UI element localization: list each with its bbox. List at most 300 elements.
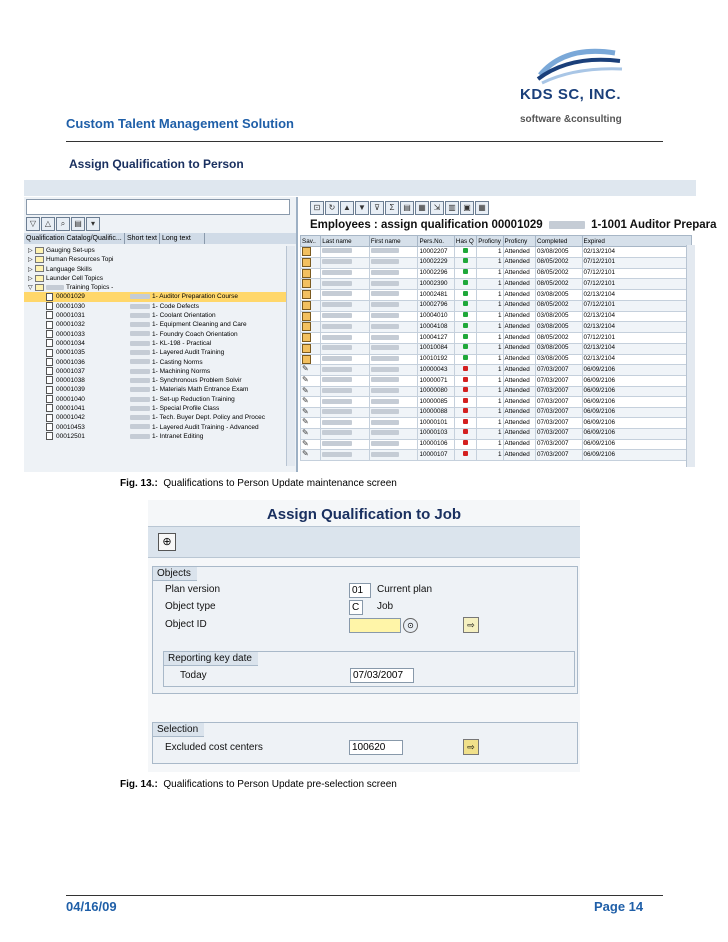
tree-item[interactable] bbox=[24, 320, 286, 329]
redacted-text bbox=[322, 452, 352, 457]
redacted-text bbox=[371, 441, 399, 446]
save-icon[interactable]: ▣ bbox=[460, 201, 474, 215]
qualification-text: 1- Intranet Editing bbox=[152, 432, 204, 440]
status-lamp-icon bbox=[463, 258, 468, 263]
qualification-text: 1- Tech. Buyer Dept. Policy and Procec bbox=[152, 414, 265, 422]
tree-item[interactable] bbox=[24, 358, 286, 367]
refresh-icon[interactable]: ↻ bbox=[325, 201, 339, 215]
first-name-cell bbox=[369, 333, 418, 344]
redacted-text bbox=[130, 397, 150, 402]
proficiency-cell: 1 bbox=[477, 333, 503, 344]
proficiency-cell: 1 bbox=[477, 268, 503, 279]
last-name-cell bbox=[321, 257, 370, 268]
folder-icon bbox=[35, 265, 44, 272]
has-qualification-cell bbox=[454, 300, 476, 311]
proficiency-text-cell: Attended bbox=[503, 333, 535, 344]
pers-no-cell: 10000107 bbox=[418, 450, 454, 461]
row-action[interactable] bbox=[301, 290, 321, 301]
has-qualification-cell bbox=[454, 268, 476, 279]
expand-arrow-icon[interactable]: ▷ bbox=[28, 257, 33, 264]
expired-cell: 06/09/2106 bbox=[582, 439, 691, 450]
employee-toolbar bbox=[310, 201, 490, 215]
row-action[interactable] bbox=[301, 333, 321, 344]
row-action[interactable] bbox=[301, 247, 321, 258]
completed-cell: 08/05/2002 bbox=[535, 279, 582, 290]
table-row[interactable] bbox=[301, 450, 692, 461]
qualification-id: 00001039 bbox=[56, 386, 85, 394]
sum-icon[interactable]: Σ bbox=[385, 201, 399, 215]
redacted-text bbox=[371, 259, 399, 264]
first-name-cell bbox=[369, 322, 418, 333]
column-header[interactable]: Short text bbox=[125, 233, 160, 244]
qualification-text: 1- Machining Norms bbox=[152, 367, 211, 375]
qualification-id: 00001031 bbox=[56, 312, 85, 320]
plan-version-label: Plan version bbox=[165, 584, 221, 595]
pencil-icon[interactable]: ✎ bbox=[302, 406, 309, 416]
application-toolbar bbox=[148, 526, 580, 558]
row-action[interactable] bbox=[301, 354, 321, 365]
last-name-cell bbox=[321, 290, 370, 301]
redacted-text bbox=[322, 291, 352, 296]
redacted-text bbox=[322, 313, 352, 318]
redacted-text bbox=[130, 341, 150, 346]
expired-cell: 06/09/2106 bbox=[582, 428, 691, 439]
first-name-cell bbox=[369, 397, 418, 408]
company-name: KDS SC, INC. bbox=[520, 86, 622, 103]
tree-item[interactable] bbox=[24, 413, 286, 422]
pencil-icon[interactable]: ✎ bbox=[302, 375, 309, 385]
view-icon[interactable]: ▦ bbox=[415, 201, 429, 215]
expand-arrow-icon[interactable]: ▷ bbox=[28, 266, 33, 273]
qualification-icon bbox=[46, 367, 53, 375]
grid-column-header[interactable]: Expired bbox=[582, 236, 691, 247]
sort-desc-icon[interactable]: ▼ bbox=[355, 201, 369, 215]
completed-cell: 03/08/2005 bbox=[535, 322, 582, 333]
pencil-icon[interactable]: ✎ bbox=[302, 396, 309, 406]
redacted-text bbox=[46, 285, 64, 290]
grid-column-header[interactable]: Has Q bbox=[454, 236, 476, 247]
save-record-icon[interactable] bbox=[302, 333, 311, 342]
export-icon[interactable]: ⇲ bbox=[430, 201, 444, 215]
save-record-icon[interactable] bbox=[302, 301, 311, 310]
catalog-search-input[interactable] bbox=[26, 199, 290, 215]
completed-cell: 07/03/2007 bbox=[535, 418, 582, 429]
grid-column-header[interactable]: Completed bbox=[535, 236, 582, 247]
last-name-cell bbox=[321, 300, 370, 311]
has-qualification-cell bbox=[454, 439, 476, 450]
tree-folder[interactable] bbox=[24, 246, 286, 255]
tree-item[interactable] bbox=[24, 423, 286, 432]
has-qualification-cell bbox=[454, 333, 476, 344]
grid-column-header[interactable]: Last name bbox=[321, 236, 370, 247]
filter-icon[interactable]: ⊽ bbox=[370, 201, 384, 215]
last-name-cell bbox=[321, 365, 370, 376]
table-row[interactable] bbox=[301, 268, 692, 279]
pers-no-cell: 10002296 bbox=[418, 268, 454, 279]
table-row[interactable] bbox=[301, 354, 692, 365]
pers-no-cell: 10010192 bbox=[418, 354, 454, 365]
status-lamp-icon bbox=[463, 344, 468, 349]
table-row[interactable] bbox=[301, 407, 692, 418]
folder-icon bbox=[35, 256, 44, 263]
row-action[interactable] bbox=[301, 428, 321, 439]
has-qualification-cell bbox=[454, 418, 476, 429]
redacted-text bbox=[322, 420, 352, 425]
grid-header-row bbox=[301, 236, 692, 247]
grid-column-header[interactable]: Pers.No. bbox=[418, 236, 454, 247]
save-record-icon[interactable] bbox=[302, 322, 311, 331]
row-action[interactable] bbox=[301, 397, 321, 408]
group-title: Selection bbox=[153, 723, 204, 737]
print-icon[interactable]: ▤ bbox=[400, 201, 414, 215]
row-action[interactable] bbox=[301, 439, 321, 450]
tree-folder[interactable] bbox=[24, 283, 286, 292]
qualification-id: 00001033 bbox=[56, 330, 85, 338]
status-lamp-icon bbox=[463, 334, 468, 339]
proficiency-cell: 1 bbox=[477, 247, 503, 258]
has-qualification-cell bbox=[454, 365, 476, 376]
table-row[interactable] bbox=[301, 439, 692, 450]
last-name-cell bbox=[321, 428, 370, 439]
qualification-id: 00001037 bbox=[56, 367, 85, 375]
qualification-catalog-panel bbox=[24, 197, 298, 472]
proficiency-text-cell: Attended bbox=[503, 418, 535, 429]
grid-column-header[interactable]: First name bbox=[369, 236, 418, 247]
details-icon[interactable]: ⊡ bbox=[310, 201, 324, 215]
redacted-text bbox=[130, 294, 150, 299]
has-qualification-cell bbox=[454, 257, 476, 268]
table-row[interactable] bbox=[301, 247, 692, 258]
save-record-icon[interactable] bbox=[302, 355, 311, 364]
row-action[interactable] bbox=[301, 322, 321, 333]
column-header[interactable]: Qualification Catalog/Qualific... bbox=[24, 233, 125, 244]
first-name-cell bbox=[369, 418, 418, 429]
arrow-right-icon[interactable]: ⇨ bbox=[463, 617, 479, 633]
first-name-cell bbox=[369, 428, 418, 439]
row-action[interactable] bbox=[301, 386, 321, 397]
table-row[interactable] bbox=[301, 300, 692, 311]
save-record-icon[interactable] bbox=[302, 344, 311, 353]
first-name-cell bbox=[369, 257, 418, 268]
proficiency-text-cell: Attended bbox=[503, 322, 535, 333]
table-row[interactable] bbox=[301, 343, 692, 354]
redacted-text bbox=[322, 270, 352, 275]
row-action[interactable] bbox=[301, 450, 321, 461]
status-lamp-icon bbox=[463, 451, 468, 456]
figure-14-caption bbox=[120, 779, 397, 790]
table-row[interactable] bbox=[301, 428, 692, 439]
catalog-toolbar bbox=[26, 217, 294, 231]
status-lamp-icon bbox=[463, 280, 468, 285]
row-action[interactable] bbox=[301, 418, 321, 429]
redacted-text bbox=[130, 434, 150, 439]
completed-cell: 07/03/2007 bbox=[535, 397, 582, 408]
completed-cell: 07/03/2007 bbox=[535, 428, 582, 439]
group-title: Objects bbox=[153, 567, 197, 581]
folder-icon bbox=[35, 275, 44, 282]
table-row[interactable] bbox=[301, 386, 692, 397]
redacted-text bbox=[322, 356, 352, 361]
group-title: Reporting key date bbox=[164, 652, 258, 666]
find-icon[interactable]: ⌕ bbox=[56, 217, 70, 231]
last-name-cell bbox=[321, 418, 370, 429]
row-action[interactable] bbox=[301, 311, 321, 322]
proficiency-text-cell: Attended bbox=[503, 290, 535, 301]
has-qualification-cell bbox=[454, 407, 476, 418]
pers-no-cell: 10000088 bbox=[418, 407, 454, 418]
first-name-cell bbox=[369, 439, 418, 450]
status-lamp-icon bbox=[463, 366, 468, 371]
tree-item[interactable] bbox=[24, 348, 286, 357]
expand-icon[interactable]: ▽ bbox=[26, 217, 40, 231]
qualification-icon bbox=[46, 321, 53, 329]
column-header[interactable]: Long text bbox=[160, 233, 205, 244]
table-row[interactable] bbox=[301, 322, 692, 333]
expired-cell: 06/09/2106 bbox=[582, 450, 691, 461]
header-divider bbox=[66, 141, 663, 142]
tree-item[interactable] bbox=[24, 330, 286, 339]
save-record-icon[interactable] bbox=[302, 247, 311, 256]
pers-no-cell: 10002390 bbox=[418, 279, 454, 290]
tree-item[interactable] bbox=[24, 311, 286, 320]
proficiency-text-cell: Attended bbox=[503, 450, 535, 461]
last-name-cell bbox=[321, 333, 370, 344]
collapse-icon[interactable]: △ bbox=[41, 217, 55, 231]
proficiency-text-cell: Attended bbox=[503, 257, 535, 268]
table-row[interactable] bbox=[301, 397, 692, 408]
row-action[interactable] bbox=[301, 365, 321, 376]
object-type-label: Object type bbox=[165, 601, 216, 612]
layout-icon[interactable]: ▾ bbox=[86, 217, 100, 231]
completed-cell: 07/03/2007 bbox=[535, 407, 582, 418]
redacted-text bbox=[130, 313, 150, 318]
last-name-cell bbox=[321, 386, 370, 397]
pencil-icon[interactable]: ✎ bbox=[302, 364, 309, 374]
qualification-text: 1- Code Defects bbox=[152, 302, 199, 310]
first-name-cell bbox=[369, 300, 418, 311]
redacted-text bbox=[322, 441, 352, 446]
table-row[interactable] bbox=[301, 290, 692, 301]
print-icon[interactable]: ▤ bbox=[71, 217, 85, 231]
grid-column-header[interactable]: Proficny bbox=[477, 236, 503, 247]
redacted-text bbox=[130, 359, 150, 364]
pencil-icon[interactable]: ✎ bbox=[302, 449, 309, 459]
tree-item[interactable] bbox=[24, 404, 286, 413]
plan-version-text: Current plan bbox=[377, 584, 433, 595]
assign-qualification-job-screen bbox=[148, 500, 580, 772]
tree-folder-label: Language Skills bbox=[46, 265, 92, 273]
proficiency-cell: 1 bbox=[477, 300, 503, 311]
completed-cell: 08/05/2002 bbox=[535, 257, 582, 268]
redacted-text bbox=[371, 399, 399, 404]
tree-item[interactable] bbox=[24, 432, 286, 441]
redacted-text bbox=[130, 322, 150, 327]
proficiency-text-cell: Attended bbox=[503, 343, 535, 354]
expired-cell: 07/12/2101 bbox=[582, 268, 691, 279]
row-action[interactable] bbox=[301, 257, 321, 268]
folder-icon bbox=[35, 284, 44, 291]
today-date-field[interactable]: 07/03/2007 bbox=[350, 668, 414, 683]
object-type-field[interactable]: C bbox=[349, 600, 363, 615]
table-row[interactable] bbox=[301, 418, 692, 429]
pencil-icon[interactable]: ✎ bbox=[302, 417, 309, 427]
folder-icon bbox=[35, 247, 44, 254]
save-record-icon[interactable] bbox=[302, 312, 311, 321]
expired-cell: 02/13/2104 bbox=[582, 343, 691, 354]
qualification-text: 1- Auditor Preparation Course bbox=[152, 293, 238, 301]
tree-item[interactable] bbox=[24, 302, 286, 311]
status-lamp-icon bbox=[463, 377, 468, 382]
qualification-id: 00001032 bbox=[56, 321, 85, 329]
tree-item[interactable] bbox=[24, 395, 286, 404]
expired-cell: 06/09/2106 bbox=[582, 418, 691, 429]
row-action[interactable] bbox=[301, 268, 321, 279]
expand-arrow-icon[interactable]: ▷ bbox=[28, 248, 33, 254]
save-record-icon[interactable] bbox=[302, 290, 311, 299]
sort-asc-icon[interactable]: ▲ bbox=[340, 201, 354, 215]
expired-cell: 02/13/2104 bbox=[582, 290, 691, 301]
completed-cell: 07/03/2007 bbox=[535, 376, 582, 387]
table-row[interactable] bbox=[301, 333, 692, 344]
first-name-cell bbox=[369, 354, 418, 365]
tree-folder[interactable] bbox=[24, 255, 286, 264]
qualification-id: 00001030 bbox=[56, 302, 85, 310]
table-row[interactable] bbox=[301, 376, 692, 387]
pencil-icon[interactable]: ✎ bbox=[302, 385, 309, 395]
grid-icon[interactable]: ▦ bbox=[475, 201, 489, 215]
status-lamp-icon bbox=[463, 323, 468, 328]
tree-item[interactable] bbox=[24, 367, 286, 376]
qualification-icon bbox=[46, 330, 53, 338]
pencil-icon[interactable]: ✎ bbox=[302, 438, 309, 448]
row-action[interactable] bbox=[301, 343, 321, 354]
tree-item[interactable] bbox=[24, 339, 286, 348]
tree-item[interactable] bbox=[24, 385, 286, 394]
last-name-cell bbox=[321, 268, 370, 279]
completed-cell: 03/08/2005 bbox=[535, 343, 582, 354]
plan-version-field[interactable]: 01 bbox=[349, 583, 371, 598]
grid-column-header[interactable]: Sav.. bbox=[301, 236, 321, 247]
pers-no-cell: 10010084 bbox=[418, 343, 454, 354]
completed-cell: 03/08/2005 bbox=[535, 354, 582, 365]
table-row[interactable] bbox=[301, 311, 692, 322]
object-id-field[interactable] bbox=[349, 618, 401, 633]
first-name-cell bbox=[369, 365, 418, 376]
table-row[interactable] bbox=[301, 365, 692, 376]
layout-icon[interactable]: ▥ bbox=[445, 201, 459, 215]
last-name-cell bbox=[321, 322, 370, 333]
status-lamp-icon bbox=[463, 387, 468, 392]
tree-folder[interactable] bbox=[24, 274, 286, 283]
row-action[interactable] bbox=[301, 407, 321, 418]
excluded-cost-centers-field[interactable]: 100620 bbox=[349, 740, 403, 755]
redacted-text bbox=[371, 367, 399, 372]
row-action[interactable] bbox=[301, 376, 321, 387]
today-label: Today bbox=[180, 670, 207, 681]
pers-no-cell: 10000103 bbox=[418, 428, 454, 439]
last-name-cell bbox=[321, 279, 370, 290]
redacted-text bbox=[130, 387, 150, 392]
figure-13-caption bbox=[120, 478, 397, 489]
redacted-text bbox=[130, 406, 150, 411]
table-row[interactable] bbox=[301, 279, 692, 290]
row-action[interactable] bbox=[301, 279, 321, 290]
completed-cell: 07/03/2007 bbox=[535, 439, 582, 450]
table-row[interactable] bbox=[301, 257, 692, 268]
last-name-cell bbox=[321, 439, 370, 450]
proficiency-text-cell: Attended bbox=[503, 397, 535, 408]
first-name-cell bbox=[369, 247, 418, 258]
redacted-text bbox=[322, 324, 352, 329]
redacted-text bbox=[549, 221, 585, 229]
proficiency-text-cell: Attended bbox=[503, 279, 535, 290]
first-name-cell bbox=[369, 311, 418, 322]
object-id-label: Object ID bbox=[165, 619, 207, 630]
pencil-icon[interactable]: ✎ bbox=[302, 427, 309, 437]
status-lamp-icon bbox=[463, 301, 468, 306]
execute-icon[interactable]: ⊕ bbox=[158, 533, 176, 551]
has-qualification-cell bbox=[454, 450, 476, 461]
tree-folder[interactable] bbox=[24, 265, 286, 274]
employee-grid-scrollbar[interactable] bbox=[686, 245, 695, 467]
redacted-text bbox=[371, 270, 399, 275]
proficiency-cell: 1 bbox=[477, 397, 503, 408]
completed-cell: 03/08/2005 bbox=[535, 290, 582, 301]
company-tagline: software &consulting bbox=[520, 114, 622, 125]
redacted-text bbox=[322, 377, 352, 382]
grid-column-header[interactable]: Proficny bbox=[503, 236, 535, 247]
pers-no-cell: 10002207 bbox=[418, 247, 454, 258]
expand-arrow-icon[interactable]: ▽ bbox=[28, 285, 33, 292]
multiple-selection-icon[interactable]: ⇨ bbox=[463, 739, 479, 755]
excluded-cost-centers-label: Excluded cost centers bbox=[165, 742, 263, 753]
qualification-id: 00001041 bbox=[56, 405, 85, 413]
expand-arrow-icon[interactable]: ▷ bbox=[28, 275, 33, 282]
employee-list-title-text: Employees : assign qualification 00001029 bbox=[310, 219, 543, 231]
application-toolbar bbox=[24, 180, 696, 196]
redacted-text bbox=[130, 415, 150, 420]
redacted-text bbox=[371, 452, 399, 457]
caption-text: Qualifications to Person Update maintenance screen bbox=[163, 478, 397, 489]
proficiency-text-cell: Attended bbox=[503, 439, 535, 450]
status-lamp-icon bbox=[463, 291, 468, 296]
has-qualification-cell bbox=[454, 397, 476, 408]
has-qualification-cell bbox=[454, 386, 476, 397]
footer-date: 04/16/09 bbox=[66, 899, 117, 914]
search-help-icon[interactable]: ⊙ bbox=[403, 618, 418, 633]
save-record-icon[interactable] bbox=[302, 279, 311, 288]
redacted-text bbox=[322, 409, 352, 414]
tree-item[interactable] bbox=[24, 376, 286, 385]
qualification-id: 00001036 bbox=[56, 358, 85, 366]
proficiency-cell: 1 bbox=[477, 365, 503, 376]
qualification-icon bbox=[46, 404, 53, 412]
status-lamp-icon bbox=[463, 269, 468, 274]
qualification-text: 1- Materials Math Entrance Exam bbox=[152, 386, 249, 394]
save-record-icon[interactable] bbox=[302, 258, 311, 267]
tree-item[interactable] bbox=[24, 292, 286, 301]
proficiency-cell: 1 bbox=[477, 376, 503, 387]
proficiency-cell: 1 bbox=[477, 407, 503, 418]
redacted-text bbox=[322, 388, 352, 393]
save-record-icon[interactable] bbox=[302, 269, 311, 278]
qualification-text: 1- KL-198 - Practical bbox=[152, 339, 212, 347]
completed-cell: 07/03/2007 bbox=[535, 450, 582, 461]
selection-group bbox=[152, 722, 578, 764]
catalog-scrollbar[interactable] bbox=[286, 246, 295, 466]
completed-cell: 03/08/2005 bbox=[535, 247, 582, 258]
row-action[interactable] bbox=[301, 300, 321, 311]
